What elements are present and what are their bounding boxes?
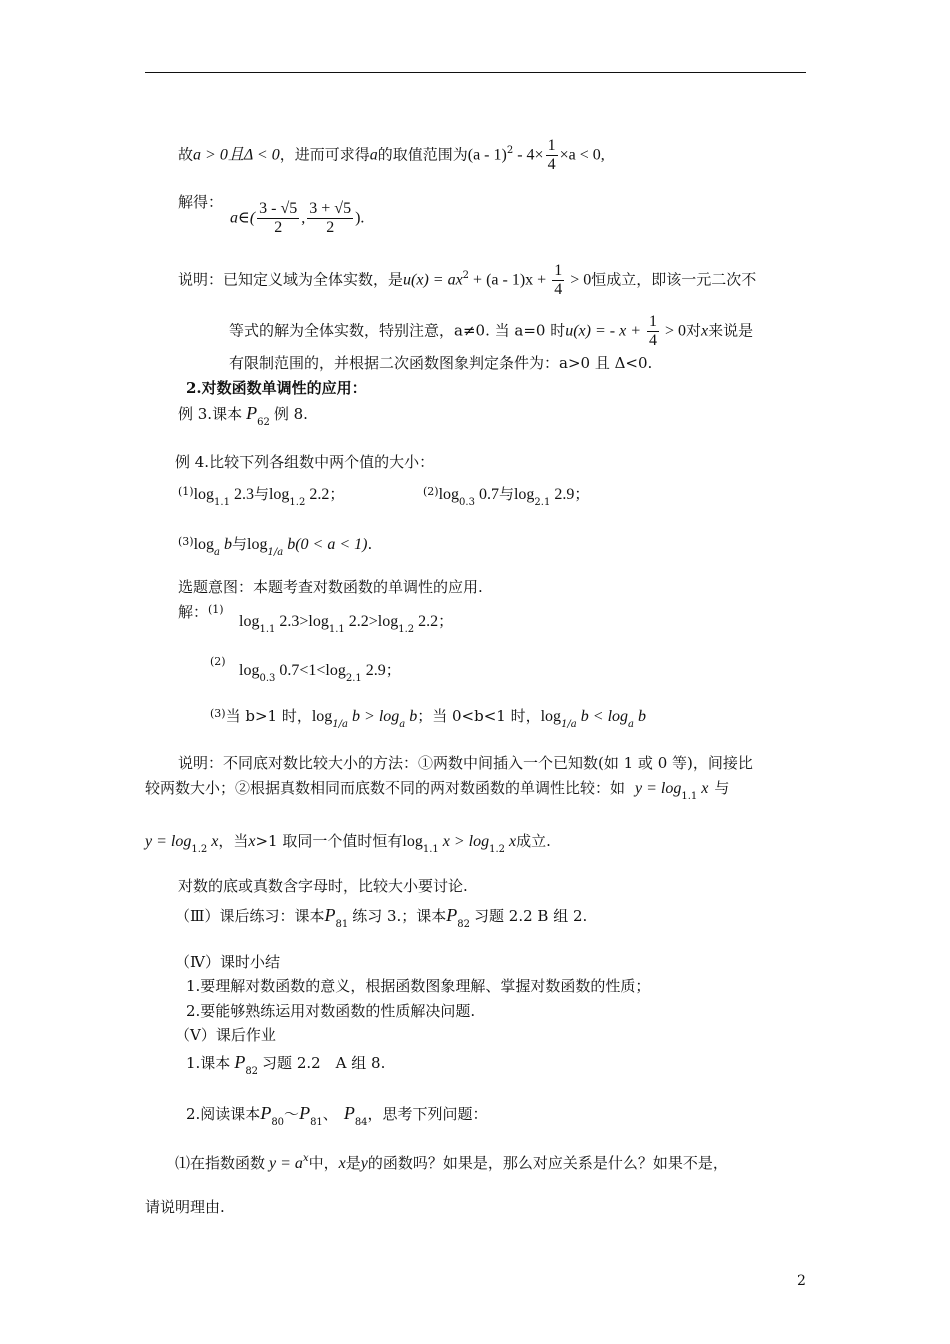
math: y = log [635, 780, 682, 797]
math: x > log [438, 833, 490, 850]
math: 2.2 [414, 613, 439, 630]
text: 等式的解为全体实数，特别注意， [229, 321, 455, 340]
math: (a - 1) [467, 146, 507, 164]
text: （Ⅳ）课时小结 [175, 953, 280, 971]
text: （Ⅴ）课后作业 [175, 1026, 276, 1044]
text: 解得： [178, 193, 224, 211]
text: 当 b>1 时， [225, 707, 312, 725]
superscript: 2 [506, 144, 514, 156]
text: 的取值范围为 [377, 145, 468, 164]
text-line [178, 484, 344, 507]
text: >1 取同一个值时恒有 [255, 832, 403, 850]
subscript: 84 [354, 1117, 368, 1128]
fraction [307, 200, 353, 237]
text: 例 4.比较下列各组数中两个值的大小： [175, 453, 435, 471]
math: P [234, 1052, 246, 1072]
text: 对数的底或真数含字母时，比较大小要讨论. [178, 877, 468, 895]
numerator: 1 [547, 137, 556, 154]
subscript: a [214, 547, 221, 558]
math: y [360, 1155, 368, 1172]
text: 故 [178, 145, 194, 164]
math: u(x) = ax [403, 271, 463, 289]
denominator: 4 [547, 156, 556, 173]
subscript: 1/a [561, 719, 577, 730]
math: 2.9 [550, 486, 575, 503]
math: 2.3 [275, 613, 300, 630]
text: 的函数吗？如果是，那么对应关系是什么？如果不是， [367, 1154, 728, 1172]
math: > [299, 613, 309, 630]
math: 0.7 [275, 662, 300, 679]
superscript: x [302, 1153, 309, 1164]
subscript: 1/a [332, 719, 349, 730]
text: 练习 3.；课本 [352, 907, 447, 925]
item-number: (2) [210, 655, 226, 668]
fraction [546, 137, 558, 174]
subscript: 1.2 [398, 624, 415, 635]
text: 与 [232, 535, 248, 553]
math: 2.9 [361, 662, 386, 679]
subscript: 1.1 [259, 624, 276, 635]
math: P [446, 905, 458, 925]
item-number: ⑴ [175, 1154, 191, 1172]
text-line [178, 137, 605, 174]
text: 例 8. [273, 405, 308, 423]
subscript: 2.1 [534, 497, 551, 508]
math: log [540, 708, 562, 725]
math: log [239, 613, 260, 630]
math: a > 0且Δ < 0 [193, 146, 280, 164]
text-line [178, 602, 224, 624]
text: 有限制范围的，并根据二次函数图象判定条件为：a>0 且 Δ<0. [229, 354, 653, 372]
text: 请说明理由. [145, 1198, 225, 1216]
math: b > log [348, 708, 400, 725]
text-line [175, 452, 434, 472]
math: ×a < 0, [559, 146, 605, 164]
text-line [178, 403, 308, 427]
text: ； [385, 661, 401, 679]
text: ，思考下列问题： [367, 1105, 488, 1123]
superscript: 2 [462, 269, 470, 281]
math: y = a [269, 1155, 303, 1172]
subscript: 80 [271, 1117, 285, 1128]
subscript: 1/a [267, 547, 284, 558]
numerator: 3 - √5 [259, 200, 298, 217]
text: 是 [345, 1154, 361, 1172]
text-line [186, 1052, 385, 1076]
denominator: 4 [554, 281, 563, 298]
text-line [186, 1001, 475, 1021]
text: （Ⅲ）课后练习：课本 [175, 907, 325, 925]
math: 0.7 [474, 486, 499, 503]
text: 1.要理解对数函数的意义，根据函数图象理解、掌握对数函数的性质； [186, 977, 651, 995]
math: > 0 [566, 271, 592, 289]
math: log [377, 613, 399, 630]
text-line [145, 831, 551, 854]
text-line [178, 534, 372, 557]
math: log [308, 613, 329, 630]
math: P [246, 403, 258, 423]
text: 、 [322, 1105, 338, 1123]
text: 习题 2.2 A 组 8. [262, 1054, 386, 1072]
fraction [552, 262, 564, 299]
text: 在指数函数 [190, 1154, 266, 1172]
subscript: 81 [310, 1117, 323, 1128]
text-line [239, 611, 453, 634]
text: 恒成立，即该一元二次不 [591, 270, 757, 289]
fraction [647, 313, 659, 350]
math: P [324, 905, 336, 925]
math: , [301, 209, 306, 227]
math: b(0 < a < 1) [283, 536, 368, 553]
text-line [175, 905, 587, 929]
text: 例 3.课本 [178, 405, 243, 423]
subscript: 81 [335, 919, 349, 930]
text-line [229, 353, 652, 373]
math: x [701, 322, 709, 340]
subscript: a [628, 719, 634, 730]
text-line [230, 200, 364, 237]
text: 较两数大小；②根据真数相同而底数不同的两对数函数的单调性比较：如 [145, 779, 626, 797]
text: 说明：已知定义域为全体实数，是 [178, 270, 404, 289]
text: 解： [178, 603, 209, 621]
text: 2.要能够熟练运用对数函数的性质解决问题. [186, 1002, 476, 1020]
math: b [220, 536, 233, 553]
math: log [513, 486, 535, 503]
text: 与 [498, 485, 514, 503]
subscript: 1.1 [422, 844, 439, 855]
text: . [367, 535, 373, 553]
text-line [178, 192, 223, 212]
math: - 4× [513, 146, 544, 164]
subscript: a [399, 719, 406, 730]
text: 对 [686, 321, 702, 340]
text-line [186, 976, 650, 996]
math: log [325, 662, 346, 679]
text: 来说是 [708, 321, 754, 340]
text-line [210, 706, 646, 729]
text: 成立. [516, 832, 551, 850]
subscript: 1.1 [214, 497, 230, 508]
subscript: 82 [457, 919, 471, 930]
math: x [207, 833, 219, 850]
numerator: 1 [648, 313, 657, 330]
text-line [145, 778, 729, 801]
math: u(x) = - x + [565, 322, 645, 340]
text: 2.对数函数单调性的应用： [186, 379, 367, 397]
numerator: 1 [554, 262, 563, 279]
text-line [175, 1153, 728, 1176]
fraction [257, 200, 299, 237]
text: a≠0. 当 a=0 时 [454, 321, 566, 340]
math: a∈( [230, 209, 256, 227]
text: ； [329, 485, 345, 503]
denominator: 4 [648, 332, 657, 349]
numerator: 3 + √5 [309, 200, 352, 217]
text: 说明：不同底对数比较大小的方法：①两数中间插入一个已知数(如 1 或 0 等)，间接比 [178, 754, 753, 772]
math: x [697, 780, 709, 797]
text-line [178, 262, 756, 299]
math: > 0 [660, 322, 687, 340]
text-line [178, 876, 468, 896]
subscript: 1.1 [328, 624, 345, 635]
math: log [268, 486, 290, 503]
text: 习题 2.2 B 组 2. [474, 907, 588, 925]
math: > [368, 613, 378, 630]
text: 选题意图：本题考查对数函数的单调性的应用. [178, 578, 483, 596]
math: ) [355, 209, 361, 227]
text: ；当 0<b<1 时， [417, 707, 541, 725]
text: 2.阅读课本 [186, 1105, 261, 1123]
text-line [239, 660, 401, 683]
subscript: 1.2 [489, 844, 505, 855]
math: P [299, 1103, 311, 1123]
subscript: 1.1 [681, 791, 698, 802]
item-number: (1) [178, 485, 194, 498]
text: 与 [253, 485, 269, 503]
text: ，当 [218, 832, 249, 850]
item-number: (1) [208, 603, 224, 616]
text-line [145, 1197, 225, 1217]
denominator: 2 [307, 218, 353, 237]
math: P [260, 1103, 272, 1123]
text: 与 [714, 779, 730, 797]
text-line [186, 1103, 488, 1127]
math: 2.2 [305, 486, 330, 503]
text-line [423, 484, 589, 507]
text: 1.课本 [186, 1054, 231, 1072]
text-line [175, 952, 280, 972]
text: ～ [284, 1105, 300, 1123]
subscript: 0.3 [259, 673, 276, 684]
math: log [247, 536, 268, 553]
subscript: 1.2 [191, 844, 208, 855]
text-line [178, 753, 753, 773]
math: P [343, 1103, 355, 1123]
section-heading [186, 378, 367, 398]
math: log [193, 486, 215, 503]
subscript: 1.2 [289, 497, 306, 508]
text: ； [438, 612, 454, 630]
math: x [248, 833, 256, 850]
text: ，进而可求得 [279, 145, 370, 164]
text-line [178, 577, 483, 597]
math: log [402, 833, 423, 850]
item-number: (3) [178, 535, 194, 548]
math: log [239, 662, 260, 679]
subscript: 62 [257, 417, 270, 428]
math: y = log [145, 833, 192, 850]
subscript: 0.3 [459, 497, 475, 508]
text: 中， [308, 1154, 339, 1172]
math: x [504, 833, 517, 850]
subscript: 82 [245, 1066, 259, 1077]
header-rule [145, 72, 806, 73]
math: b [633, 708, 646, 725]
page-number: 2 [797, 1273, 806, 1289]
math: b < log [576, 708, 629, 725]
math: b [405, 708, 418, 725]
math: x [338, 1155, 346, 1172]
math: 2.2 [344, 613, 369, 630]
text-line [175, 1025, 276, 1045]
text: ； [574, 485, 590, 503]
math: + (a - 1)x + [469, 271, 551, 289]
text-line [210, 654, 226, 676]
math: log [438, 486, 460, 503]
text-line [229, 313, 753, 350]
denominator: 2 [257, 218, 299, 237]
math: <1< [299, 662, 326, 679]
item-number: (3) [210, 707, 226, 720]
math: 2.3 [229, 486, 254, 503]
math: a [369, 146, 378, 164]
item-number: (2) [423, 485, 439, 498]
math: log [311, 708, 333, 725]
subscript: 2.1 [345, 673, 362, 684]
math: . [360, 209, 365, 227]
math: log [193, 536, 215, 553]
